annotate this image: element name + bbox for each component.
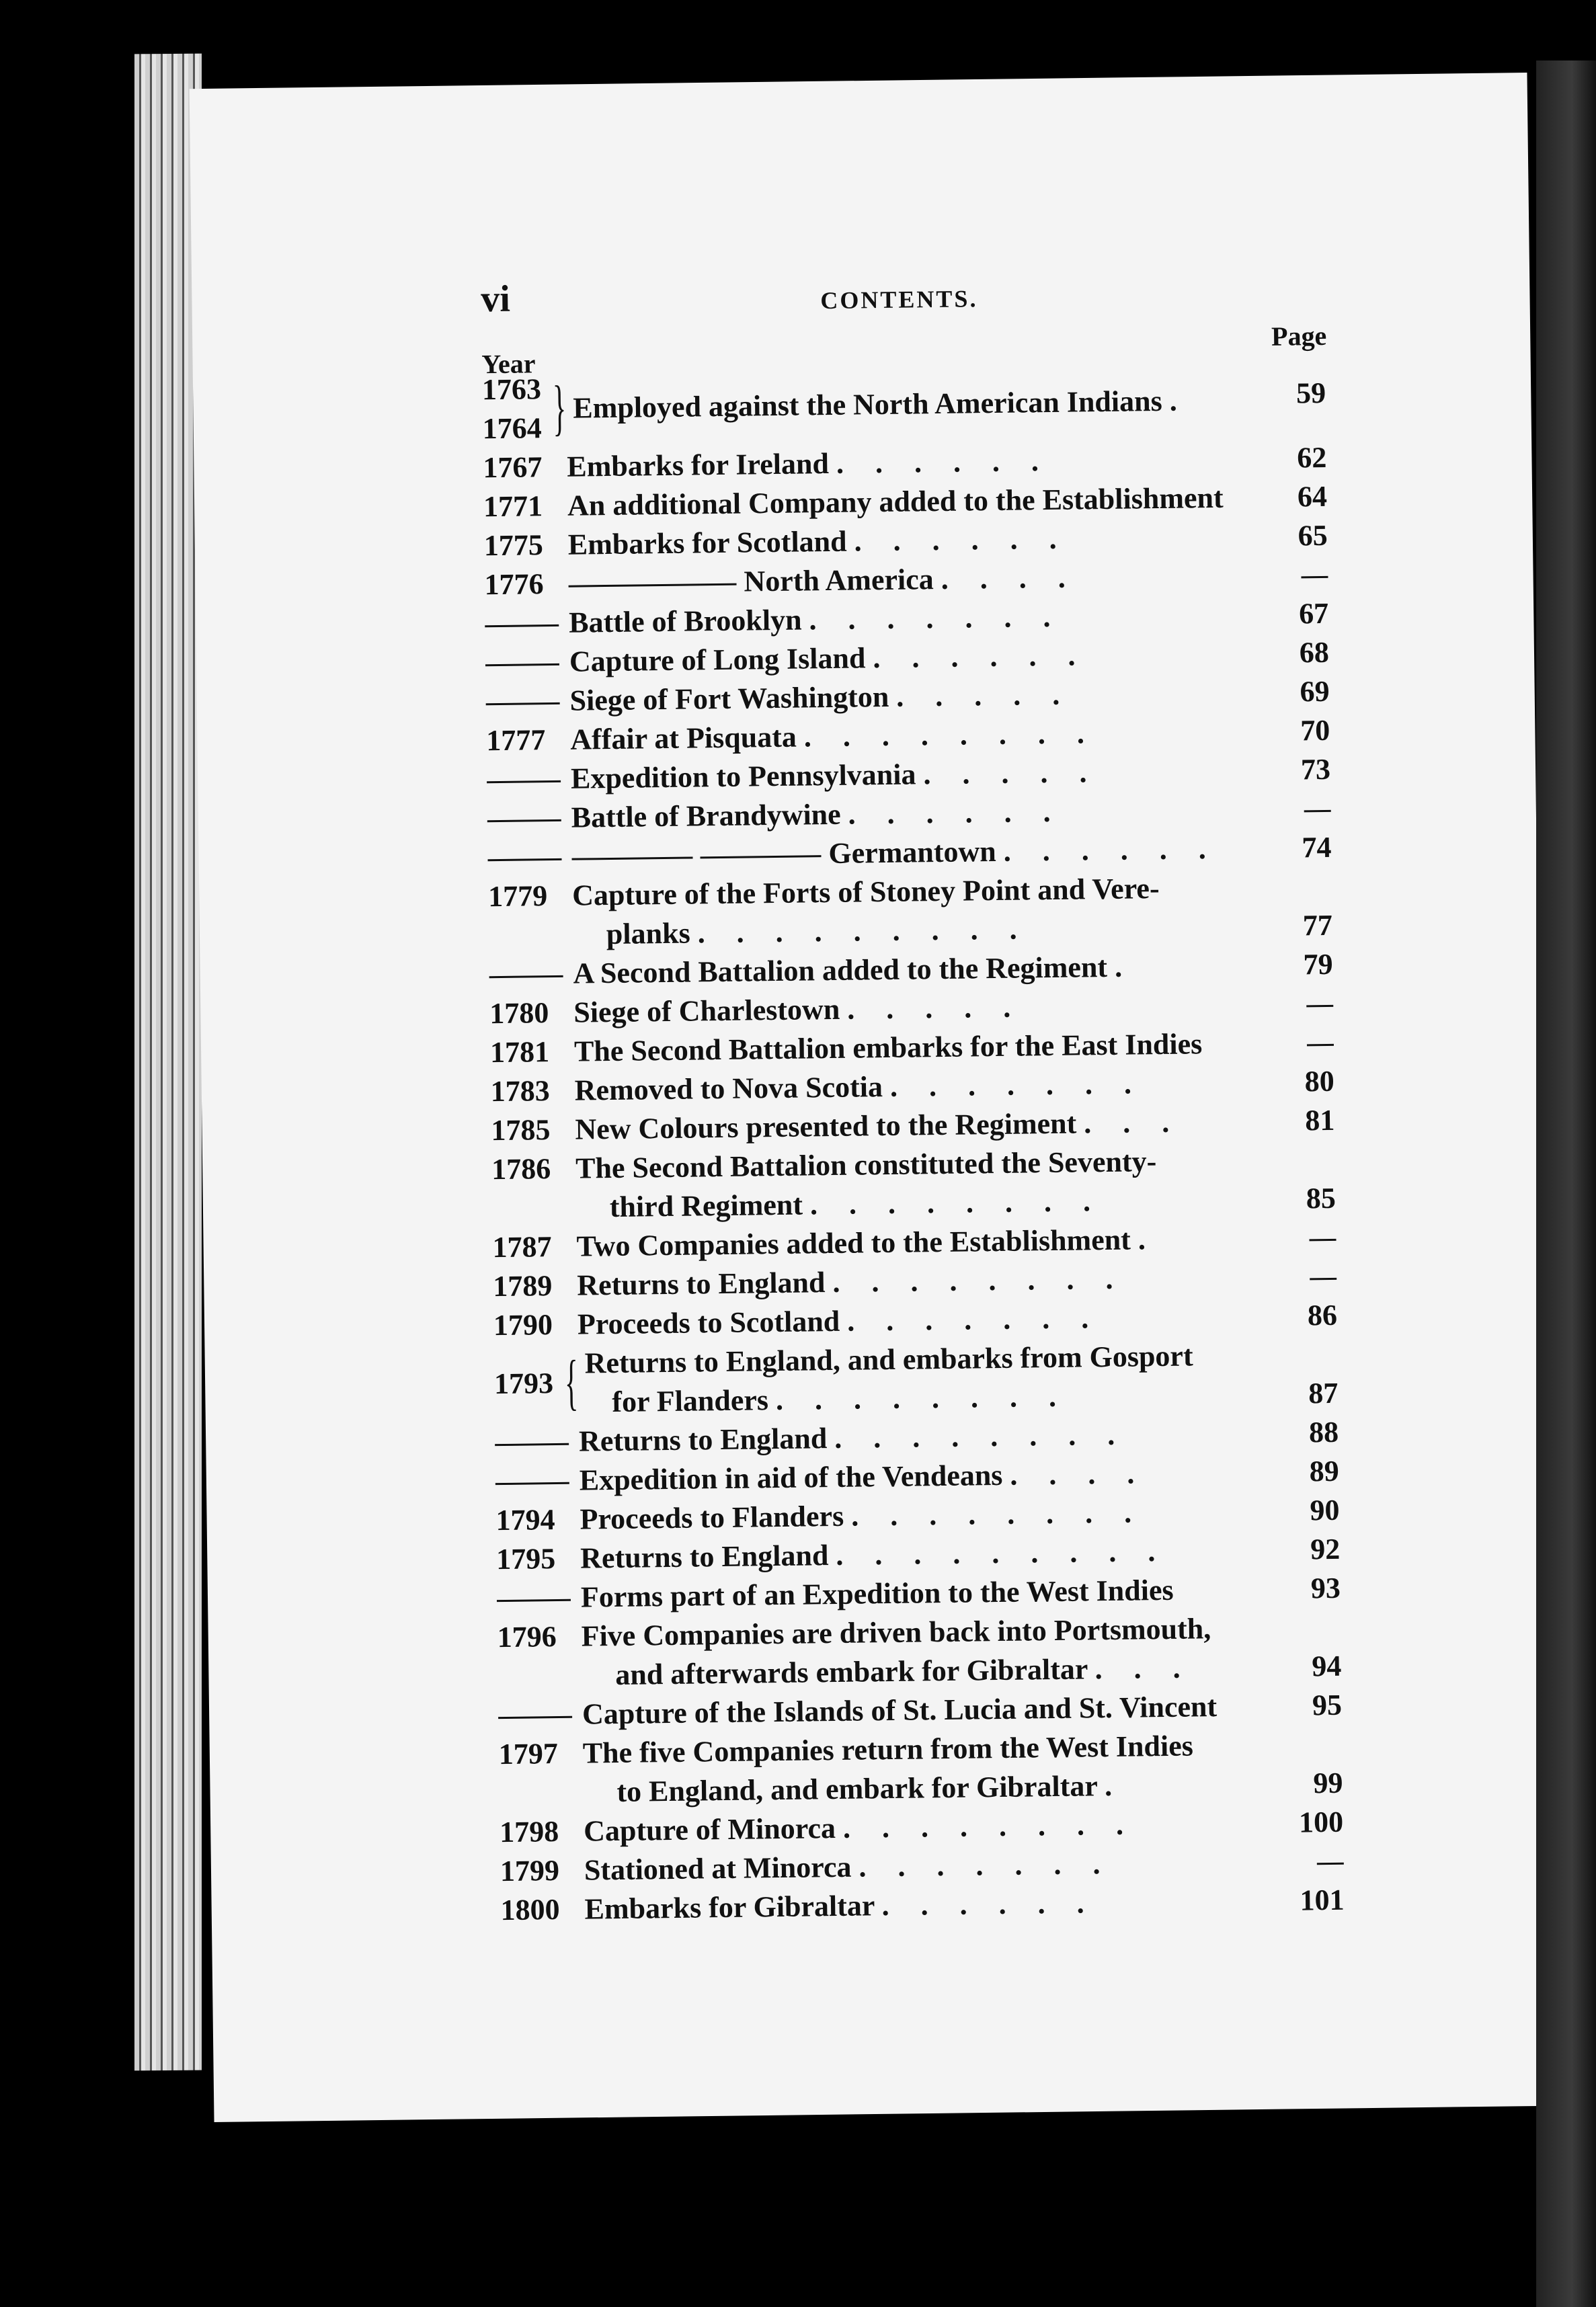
entry-year: 1771: [483, 489, 543, 524]
entry-year: [489, 955, 570, 994]
entry-title: The five Companies return from the West Indies: [582, 1729, 1194, 1770]
entry-title: The Second Battalion constituted the Seventy-: [575, 1145, 1157, 1185]
leader-dots: . . .: [1083, 1105, 1182, 1140]
entry-page: 67: [1298, 596, 1329, 631]
year-ditto-dash: [498, 1716, 572, 1719]
entry-year: 1789: [492, 1269, 553, 1303]
entry-title: North America . . . .: [568, 556, 1261, 604]
entry-page: [1273, 984, 1334, 1024]
leader-dots: . . . . . . . .: [809, 1184, 1103, 1221]
entry-page: 68: [1299, 635, 1330, 670]
leader-dots: . . . . . .: [1003, 832, 1219, 868]
entry-year: 1794: [495, 1503, 555, 1537]
entry-title: Affair at Pisquata . . . . . . . .: [570, 717, 1097, 756]
leader-dots: . . . . . . . . .: [836, 1534, 1168, 1572]
entry-title: An additional Company added to the Establishment: [567, 481, 1224, 522]
entry-title: Capture of Minorca . . . . . . . .: [583, 1808, 1136, 1848]
entry-title: Forms part of an Expedition to the West Indies: [580, 1573, 1174, 1614]
leader-dots: . . . . . . . .: [832, 1262, 1125, 1299]
entry-title-continued: for Flanders . . . . . . . .: [612, 1379, 1069, 1419]
entry-year: 1799: [500, 1854, 560, 1888]
year-ditto-dash: [495, 1482, 569, 1485]
entry-title: Capture of the Islands of St. Lucia and St. Vincent: [582, 1690, 1218, 1731]
year-ditto-dash: [485, 624, 559, 627]
entry-page: 81: [1305, 1103, 1335, 1137]
entry-title: and afterwards embark for Gibraltar . . .: [615, 1651, 1193, 1691]
entry-year: [498, 1695, 580, 1735]
entry-page: [1283, 1842, 1344, 1881]
entry-title: Five Companies are driven back into Portsmouth,: [581, 1612, 1211, 1653]
leader-dots: . . . . .: [895, 678, 1072, 713]
entry-page: 74: [1302, 830, 1332, 864]
page-column-header: Page: [1271, 320, 1327, 352]
page-number: vi: [480, 278, 511, 321]
entry-year: 1785: [491, 1113, 551, 1147]
entry-year: 1796: [497, 1620, 557, 1654]
entry-page: 90: [1310, 1493, 1340, 1527]
leader-dots: . . . . . . . .: [834, 1418, 1127, 1455]
entry-title: Expedition to Pennsylvania . . . . .: [570, 756, 1099, 795]
page-title: CONTENTS.: [820, 285, 978, 315]
leader-dots: . . . .: [941, 561, 1078, 596]
entry-year: 1780: [489, 996, 549, 1030]
contents-list: [277, 360, 1371, 1932]
entry-year: 1787: [492, 1230, 552, 1264]
leader-dots: . . . . . . . .: [850, 1496, 1144, 1533]
entry-page: 101: [1300, 1883, 1345, 1917]
entry-page: 79: [1303, 947, 1333, 981]
entry-title: Expedition in aid of the Vendeans . . . .: [579, 1457, 1147, 1497]
entry-title: Capture of the Forts of Stoney Point and Vere-: [571, 872, 1160, 912]
entry-page: 89: [1309, 1454, 1340, 1488]
leader-dots: . . . . . . . .: [842, 1808, 1136, 1845]
year-ditto-dash: [488, 858, 562, 861]
year-ditto-dash: [487, 819, 561, 822]
entry-page: 87: [1308, 1376, 1339, 1410]
entry-year: 1777: [486, 723, 546, 758]
entry-year: 1783: [490, 1074, 551, 1108]
entry-title: Two Companies added to the Establishment .: [576, 1223, 1158, 1263]
entry-year: [495, 1422, 576, 1462]
entry-title: Returns to England . . . . . . . .: [578, 1418, 1127, 1458]
leader-dots: . . . . . . .: [846, 1301, 1101, 1338]
leader-dots: . . . . . .: [848, 795, 1063, 831]
page-ditto-dash: [1310, 1278, 1336, 1280]
entry-year: 1800: [500, 1893, 560, 1927]
page-ditto-dash: [1307, 1044, 1334, 1046]
page-ditto-dash: [1317, 1863, 1344, 1865]
entry-page: 69: [1300, 674, 1330, 709]
leader-dots: .: [1114, 950, 1135, 983]
entry-year: 1798: [499, 1815, 559, 1849]
entry-title: Removed to Nova Scotia . . . . . . .: [574, 1067, 1144, 1107]
entry-title: Battle of Brooklyn . . . . . . .: [568, 600, 1063, 639]
entry-title: Returns to England . . . . . . . .: [576, 1262, 1125, 1302]
entry-title: Proceeds to Flanders . . . . . . . .: [580, 1496, 1144, 1536]
page-stack-edges: [134, 54, 202, 2071]
entry-title: Stationed at Minorca . . . . . . .: [584, 1847, 1113, 1887]
entry-year: 1763 1764: [481, 372, 542, 446]
entry-title: to England, and embark for Gibraltar .: [616, 1769, 1125, 1808]
brace: }: [552, 372, 567, 442]
entry-page: [1275, 1218, 1336, 1258]
leader-dots: .: [1138, 1223, 1158, 1256]
entry-year: [485, 682, 567, 721]
entry-year: 1767: [483, 450, 543, 485]
entry-year: 1776: [484, 567, 544, 602]
year-column-header: Year: [481, 348, 536, 380]
leader-dots: . . . . . . . . .: [697, 912, 1029, 950]
entry-year: [485, 604, 566, 643]
page-ditto-dash: [1310, 1239, 1336, 1241]
leader-dots: . . .: [1094, 1651, 1193, 1686]
entry-title: Germantown . . . . . .: [571, 829, 1265, 877]
entry-title: planks . . . . . . . . .: [606, 912, 1029, 951]
entry-page: 62: [1297, 440, 1327, 475]
leader-dots: . . . . . . .: [859, 1847, 1113, 1884]
leader-dots: . . . . . . . .: [803, 717, 1097, 754]
leader-dots: . . . . . .: [873, 639, 1088, 675]
entry-page: 88: [1308, 1415, 1339, 1449]
page-ditto-dash: [1304, 810, 1331, 812]
entry-page: 64: [1297, 479, 1328, 514]
entry-title: Returns to England . . . . . . . . .: [580, 1534, 1168, 1575]
entry-page: 77: [1302, 908, 1333, 942]
entry-page: 94: [1311, 1649, 1342, 1683]
entry-page: 59: [1295, 376, 1326, 410]
entry-page: 95: [1312, 1688, 1343, 1722]
entry-title: Embarks for Gibraltar . . . . . .: [584, 1886, 1096, 1926]
entry-title: third Regiment . . . . . . . .: [609, 1184, 1103, 1224]
leader-dots: . . . . . . .: [809, 600, 1063, 637]
facing-page-edge: [1536, 60, 1596, 2307]
year-ditto-dash: [489, 975, 563, 978]
leader-dots: .: [1169, 384, 1189, 417]
entry-title: Siege of Fort Washington . . . . .: [569, 678, 1072, 717]
entry-year: 1797: [498, 1737, 559, 1771]
year-ditto-dash: [486, 702, 560, 705]
ditto-dash: [572, 857, 693, 860]
entry-page: 100: [1298, 1805, 1344, 1839]
leader-dots: . . . . . .: [836, 444, 1051, 480]
page-ditto-dash: [1306, 1005, 1333, 1007]
entry-page: [1267, 555, 1328, 595]
entry-year: [495, 1461, 576, 1501]
page-ditto-dash: [1301, 576, 1328, 578]
ditto-dash: [569, 583, 737, 588]
entry-page: 93: [1310, 1571, 1341, 1605]
entry-year: [485, 643, 567, 682]
entry-title: Battle of Brandywine . . . . . .: [571, 795, 1063, 834]
entry-title: Embarks for Ireland . . . . . .: [567, 444, 1051, 483]
leader-dots: . . . . . . .: [889, 1067, 1144, 1103]
entry-page: 73: [1300, 752, 1331, 786]
brace: {: [564, 1347, 579, 1416]
leader-dots: . . . . .: [923, 756, 1099, 791]
entry-year: [497, 1578, 578, 1618]
leader-dots: .: [1104, 1769, 1125, 1803]
year-ditto-dash: [497, 1599, 571, 1602]
contents-entry: [277, 360, 1353, 451]
entry-title: The Second Battalion embarks for the East Indies: [573, 1027, 1203, 1068]
entry-page: 65: [1298, 518, 1328, 553]
entry-page: 92: [1310, 1532, 1341, 1566]
entry-year: [487, 838, 569, 877]
entry-year: 1795: [495, 1542, 556, 1576]
entry-year: 1775: [483, 528, 544, 563]
entry-year: 1786: [491, 1152, 551, 1186]
year-ditto-dash: [487, 780, 561, 783]
entry-year: 1779: [487, 879, 548, 914]
entry-title: Capture of Long Island . . . . . .: [569, 639, 1088, 678]
entry-title: Employed against the North American Indians .: [573, 384, 1189, 425]
leader-dots: . . . . . .: [854, 522, 1069, 558]
entry-page: 85: [1306, 1181, 1336, 1215]
contents-page: [276, 269, 1371, 1932]
ditto-dash: [700, 856, 821, 859]
contents-entry: [288, 1334, 1365, 1426]
entry-title: Embarks for Scotland . . . . . .: [567, 522, 1069, 561]
entry-page: 86: [1307, 1298, 1338, 1332]
entry-page: [1276, 1257, 1337, 1297]
entry-title: Returns to England, and embarks from Gosport: [584, 1339, 1193, 1380]
leader-dots: . . . . .: [846, 990, 1023, 1026]
entry-page: 99: [1313, 1766, 1343, 1800]
leader-dots: . . . . . .: [881, 1886, 1096, 1922]
entry-title: A Second Battalion added to the Regiment .: [573, 950, 1135, 990]
entry-page: [1273, 1023, 1334, 1063]
entry-year: 1793: [493, 1367, 554, 1401]
entry-title: New Colours presented to the Regiment . . .: [575, 1105, 1182, 1146]
leader-dots: . . . . . . . .: [775, 1379, 1069, 1417]
entry-title: Siege of Charlestown . . . . .: [573, 990, 1023, 1029]
entry-title: Proceeds to Scotland . . . . . . .: [577, 1301, 1101, 1341]
entry-page: 70: [1300, 713, 1330, 747]
entry-page: [1270, 789, 1331, 829]
entry-year: 1790: [493, 1308, 553, 1342]
entry-page: 80: [1304, 1064, 1334, 1098]
year-ditto-dash: [485, 663, 559, 666]
entry-year: 1781: [489, 1035, 550, 1069]
leader-dots: . . . .: [1010, 1457, 1147, 1492]
entry-year: [487, 760, 568, 799]
entry-year: [487, 799, 568, 838]
year-ditto-dash: [495, 1443, 569, 1446]
